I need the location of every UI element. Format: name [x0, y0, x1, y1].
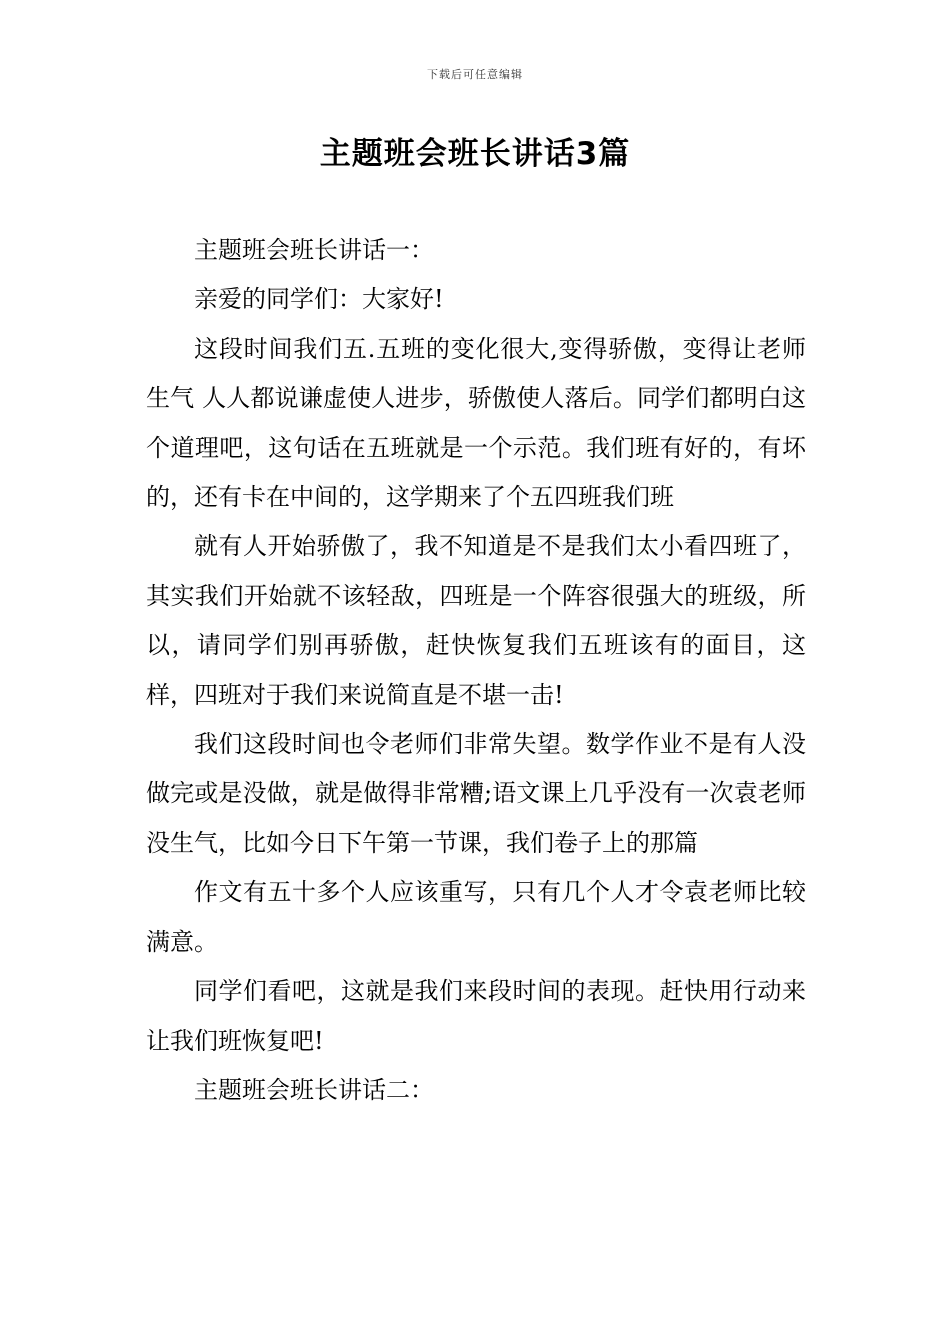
- document-title: 主题班会班长讲话3篇: [319, 136, 631, 172]
- section-heading-1: 主题班会班长讲话一：: [194, 236, 434, 264]
- body-paragraph: 就有人开始骄傲了，我不知道是不是我们太小看四班了，其实我们开始就不该轻敌，四班是一个阵容很强大的班级，所以，请同学们别再骄傲，赶快恢复我们五班该有的面目，这样，四班对于我们来说简直是不堪一击!: [146, 532, 806, 709]
- section-heading-2: 主题班会班长讲话二：: [194, 1075, 434, 1104]
- body-paragraph: 作文有五十多个人应该重写，只有几个人才令袁老师比较满意。: [146, 878, 806, 956]
- body-paragraph: 这段时间我们五.五班的变化很大,变得骄傲，变得让老师生气 人人都说谦虚使人进步，骄傲使人落后。同学们都明白这个道理吧，这句话在五班就是一个示范。我们班有好的，有坏的，还有卡在中间的，这学期来了个五四班我们班: [146, 334, 806, 512]
- body-paragraph: 我们这段时间也令老师们非常失望。数学作业不是有人没做完或是没做，就是做得非常糟;语文课上几乎没有一次袁老师没生气，比如今日下午第一节课，我们卷子上的那篇: [146, 730, 806, 857]
- body-paragraph: 同学们看吧，这就是我们来段时间的表现。赶快用行动来让我们班恢复吧!: [146, 977, 806, 1055]
- page-header-note: 下载后可任意编辑: [427, 68, 523, 81]
- greeting-paragraph: 亲爱的同学们：大家好!: [194, 285, 444, 314]
- document-body: [146, 226, 806, 1115]
